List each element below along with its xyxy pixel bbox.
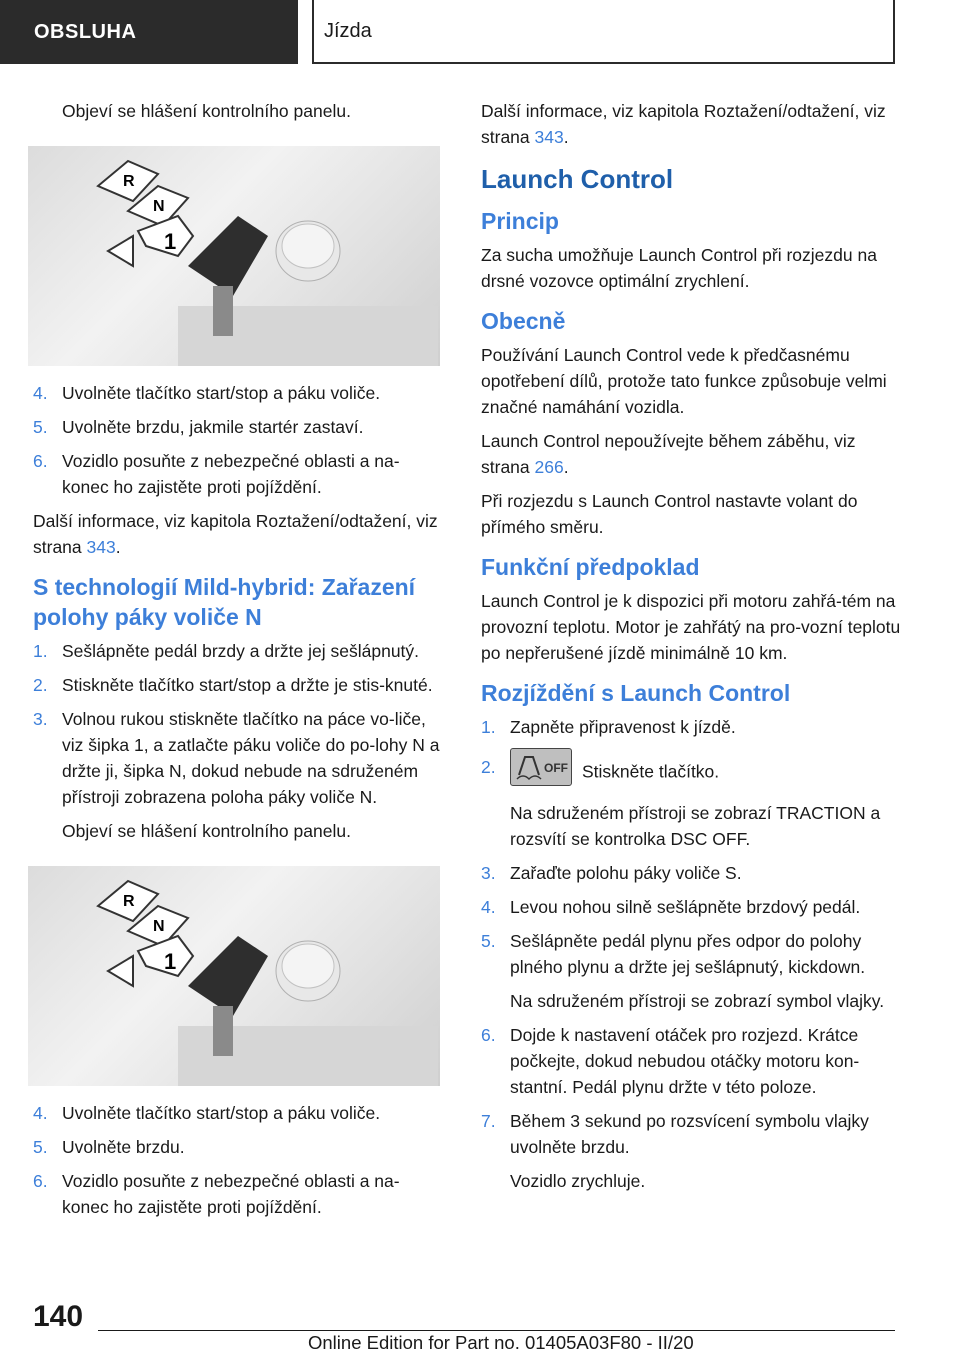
- list-item: 2. Stiskněte tlačítko start/stop a držte je stis‐knuté.: [33, 675, 433, 695]
- paragraph: Další informace, viz kapitola Roztažení/odtažení, viz strana 343.: [33, 511, 438, 557]
- step-list: [481, 714, 901, 1194]
- section-label: OBSLUHA: [34, 20, 137, 43]
- paragraph: Launch Control nepoužívejte během záběhu, viz strana 266.: [481, 431, 856, 477]
- list-item: 3. Volnou rukou stiskněte tlačítko na páce vo‐liče, viz šipka 1, a zatlačte páku voliče do po‐lohy N a držte ji, šipka N, dokud nebude na sdruženém přístroji zobrazena poloha páky voliče N.: [33, 709, 440, 807]
- page-link[interactable]: 266: [534, 457, 564, 477]
- list-item: 5. Sešlápněte pedál plynu přes odpor do polohy plného plynu a držte jej sešlápnutý, kickdown.: [481, 931, 866, 977]
- section-heading: Funkční předpoklad: [481, 554, 700, 580]
- icon-off-label: OFF: [544, 761, 568, 775]
- list-item: Vozidlo zrychluje.: [510, 1171, 646, 1191]
- chapter-heading: Launch Control: [481, 164, 674, 194]
- list-item: 5. Uvolněte brzdu.: [33, 1137, 185, 1157]
- list-item: 2. OFF Stiskněte tlačítko.: [481, 754, 901, 792]
- right-column: [481, 98, 901, 1202]
- list-item: 1. Sešlápněte pedál brzdy a držte jej sešlápnutý.: [33, 641, 420, 661]
- paragraph: Launch Control je k dispozici při motoru zahřá‐tém na provozní teplotu. Motor je zahřátý na pro‐vozní teplotu po nepřerušené jízdě minimálně 10 km.: [481, 591, 901, 663]
- step-list: [33, 380, 445, 500]
- paragraph: Za sucha umožňuje Launch Control při rozjezdu na drsné vozovce optimální zrychlení.: [481, 245, 877, 291]
- paragraph: Objeví se hlášení kontrolního panelu.: [62, 101, 351, 121]
- list-item: 1. Zapněte připravenost k jízdě.: [481, 717, 736, 737]
- list-item: 4. Uvolněte tlačítko start/stop a páku voliče.: [33, 1103, 381, 1123]
- list-item: 3. Zařaďte polohu páky voliče S.: [481, 863, 742, 883]
- section-tab: [0, 0, 298, 64]
- gear-selector-illustration: [28, 866, 440, 1086]
- page-number: 140: [33, 1300, 84, 1333]
- figure-label-1: 1: [164, 949, 177, 974]
- list-item: 6. Dojde k nastavení otáček pro rozjezd. Krátce počkejte, dokud nebudou otáčky motoru kon‐stantní. Pedál plynu držte v této poloze.: [481, 1025, 860, 1097]
- figure-label-1: 1: [164, 229, 177, 254]
- figure-label-r: R: [123, 173, 135, 190]
- gear-selector-figure: [28, 866, 440, 1086]
- gear-selector-illustration: [28, 146, 440, 366]
- step-list: [33, 1100, 445, 1220]
- list-item: 6. Vozidlo posuňte z nebezpečné oblasti a na‐konec ho zajistěte proti pojíždění.: [33, 451, 400, 497]
- list-item: 7. Během 3 sekund po rozsvícení symbolu vlajky uvolněte brzdu.: [481, 1111, 869, 1157]
- section-heading: S technologií Mild-hybrid: Zařazení polohy páky voliče N: [33, 574, 416, 630]
- gear-selector-figure: [28, 146, 440, 366]
- list-item: 4. Levou nohou silně sešlápněte brzdový pedál.: [481, 897, 861, 917]
- section-heading: Rozjíždění s Launch Control: [481, 680, 791, 706]
- footer-divider: [98, 1330, 895, 1331]
- page-link[interactable]: 343: [86, 537, 116, 557]
- figure-label-r: R: [123, 893, 135, 910]
- list-item: Na sdruženém přístroji se zobrazí TRACTION a rozsvítí se kontrolka DSC OFF.: [510, 803, 881, 849]
- list-item: 5. Uvolněte brzdu, jakmile startér zastaví.: [33, 417, 364, 437]
- list-item: Na sdruženém přístroji se zobrazí symbol vlajky.: [510, 991, 885, 1011]
- left-column: [33, 98, 445, 1228]
- figure-label-n: N: [153, 198, 165, 215]
- list-item: 6. Vozidlo posuňte z nebezpečné oblasti a na‐konec ho zajistěte proti pojíždění.: [33, 1171, 400, 1217]
- page-link[interactable]: 343: [534, 127, 564, 147]
- paragraph: Používání Launch Control vede k předčasnému opotřebení dílů, protože tato funkce způsobuje velmi značné namáhání vozidla.: [481, 345, 887, 417]
- chapter-label: Jízda: [324, 19, 372, 42]
- paragraph: Objeví se hlášení kontrolního panelu.: [62, 821, 351, 841]
- chapter-header: [312, 0, 895, 64]
- paragraph: Další informace, viz kapitola Roztažení/odtažení, viz strana 343.: [481, 101, 886, 147]
- section-heading: Princip: [481, 208, 559, 234]
- list-item: 4. Uvolněte tlačítko start/stop a páku voliče.: [33, 383, 381, 403]
- dsc-off-button-icon: [510, 748, 572, 786]
- figure-label-n: N: [153, 918, 165, 935]
- paragraph: Při rozjezdu s Launch Control nastavte volant do přímého směru.: [481, 491, 858, 537]
- step-list: [33, 638, 445, 810]
- section-heading: Obecně: [481, 308, 566, 334]
- edition-note: Online Edition for Part no. 01405A03F80 - II/20: [308, 1332, 694, 1353]
